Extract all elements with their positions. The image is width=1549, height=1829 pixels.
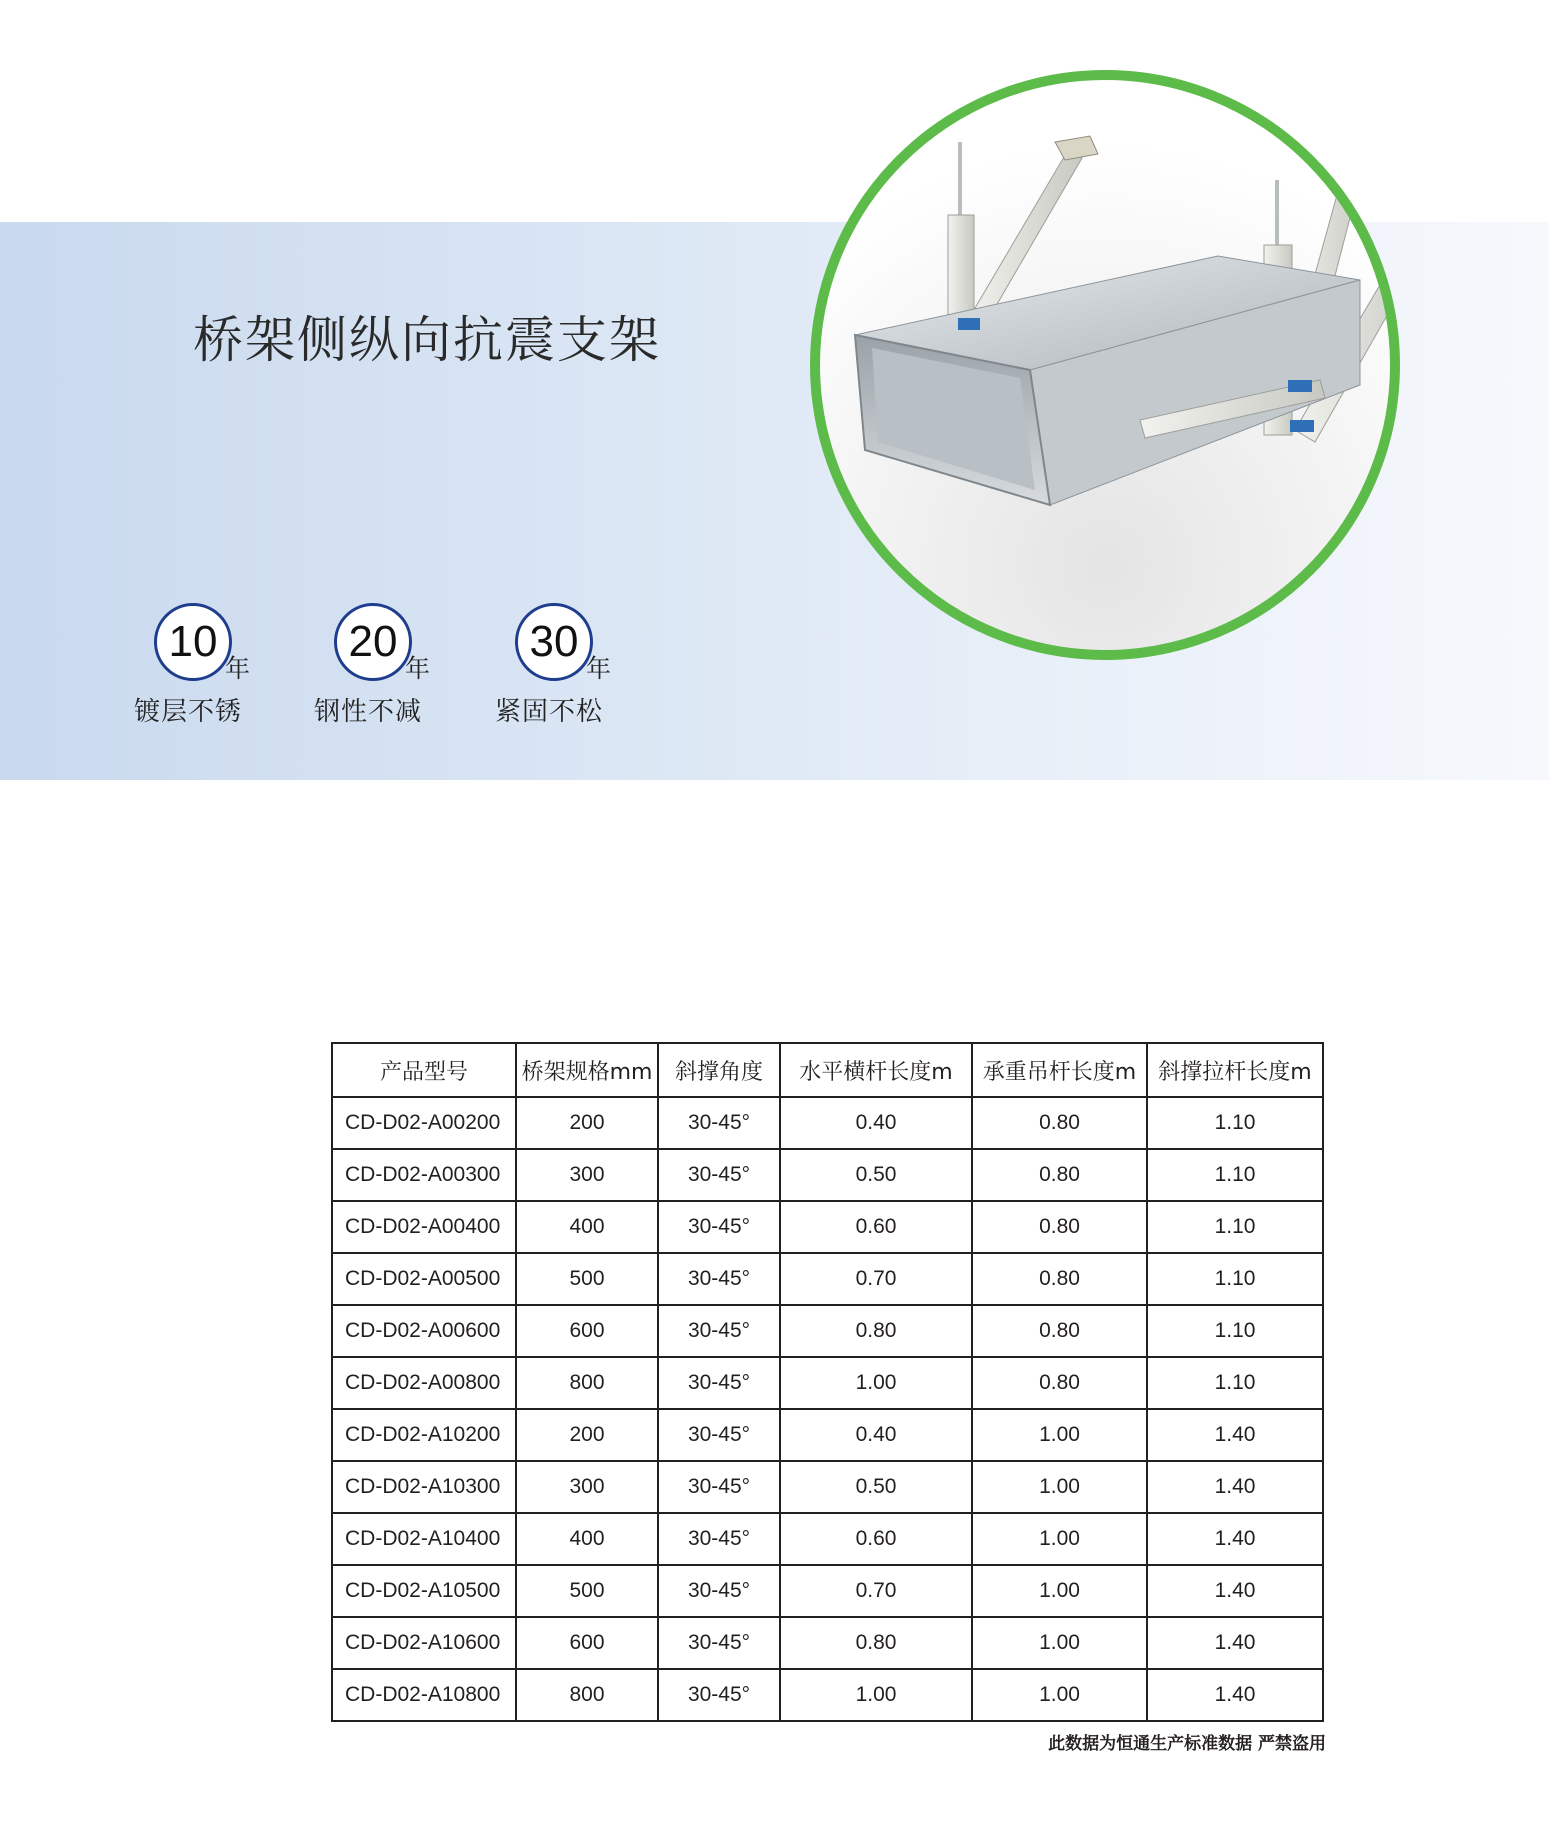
- table-header-row: [332, 1043, 1323, 1097]
- table-cell: 0.70: [780, 1565, 972, 1617]
- badge-caption: 钢性不减: [314, 697, 423, 727]
- table-row: [332, 1669, 1323, 1721]
- table-cell: 30-45°: [658, 1461, 780, 1513]
- badge-caption: 镀层不锈: [134, 697, 243, 727]
- table-cell: 1.10: [1147, 1357, 1323, 1409]
- table-cell: 300: [516, 1461, 658, 1513]
- table-cell: 500: [516, 1565, 658, 1617]
- table-cell: 1.40: [1147, 1409, 1323, 1461]
- badge-number: 20: [334, 603, 412, 681]
- table-cell: 1.10: [1147, 1201, 1323, 1253]
- model-cell: CD-D02-A10300: [332, 1461, 516, 1513]
- table-cell: 0.70: [780, 1253, 972, 1305]
- badge-fastening: [495, 603, 625, 733]
- table-cell: 30-45°: [658, 1409, 780, 1461]
- header-cell: 产品型号: [332, 1043, 516, 1097]
- model-cell: CD-D02-A10800: [332, 1669, 516, 1721]
- model-cell: CD-D02-A00200: [332, 1097, 516, 1149]
- badge-unit: 年: [586, 654, 612, 683]
- model-cell: CD-D02-A10600: [332, 1617, 516, 1669]
- table-body: [332, 1097, 1323, 1721]
- badge-rigidity: [314, 603, 444, 733]
- header-cell: 斜撑拉杆长度m: [1147, 1043, 1323, 1097]
- badge-unit: 年: [405, 654, 431, 683]
- table-row: [332, 1461, 1323, 1513]
- table-cell: 600: [516, 1617, 658, 1669]
- table-cell: 30-45°: [658, 1513, 780, 1565]
- product-photo: [810, 70, 1400, 660]
- table-cell: 0.60: [780, 1201, 972, 1253]
- table-cell: 30-45°: [658, 1149, 780, 1201]
- table-row: [332, 1097, 1323, 1149]
- table-cell: 0.80: [972, 1357, 1147, 1409]
- table-cell: 0.80: [972, 1201, 1147, 1253]
- table-cell: 0.50: [780, 1149, 972, 1201]
- badge-number: 10: [154, 603, 232, 681]
- table-cell: 0.50: [780, 1461, 972, 1513]
- table-cell: 800: [516, 1669, 658, 1721]
- table-cell: 30-45°: [658, 1201, 780, 1253]
- header-cell: 斜撑角度: [658, 1043, 780, 1097]
- model-cell: CD-D02-A00300: [332, 1149, 516, 1201]
- table-cell: 1.00: [972, 1617, 1147, 1669]
- page-title: 桥架侧纵向抗震支架: [193, 311, 661, 369]
- header-cell: 桥架规格mm: [516, 1043, 658, 1097]
- table-cell: 400: [516, 1201, 658, 1253]
- badge-coating: [134, 603, 264, 733]
- table-row: [332, 1513, 1323, 1565]
- table-cell: 30-45°: [658, 1617, 780, 1669]
- table-cell: 300: [516, 1149, 658, 1201]
- table-cell: 0.40: [780, 1409, 972, 1461]
- cable-tray-illustration: [820, 80, 1390, 650]
- table-cell: 500: [516, 1253, 658, 1305]
- table-cell: 1.40: [1147, 1669, 1323, 1721]
- table-cell: 1.40: [1147, 1617, 1323, 1669]
- table-cell: 1.40: [1147, 1513, 1323, 1565]
- badge-caption: 紧固不松: [495, 697, 604, 727]
- table-cell: 400: [516, 1513, 658, 1565]
- table-cell: 1.10: [1147, 1097, 1323, 1149]
- table-cell: 1.40: [1147, 1461, 1323, 1513]
- table-cell: 0.80: [972, 1097, 1147, 1149]
- badge-unit: 年: [225, 654, 251, 683]
- table-row: [332, 1305, 1323, 1357]
- table-cell: 1.10: [1147, 1253, 1323, 1305]
- table-cell: 200: [516, 1409, 658, 1461]
- model-cell: CD-D02-A00400: [332, 1201, 516, 1253]
- header-cell: 承重吊杆长度m: [972, 1043, 1147, 1097]
- badge-number: 30: [515, 603, 593, 681]
- header-cell: 水平横杆长度m: [780, 1043, 972, 1097]
- table-cell: 1.00: [972, 1669, 1147, 1721]
- table-cell: 30-45°: [658, 1305, 780, 1357]
- table-cell: 1.00: [972, 1565, 1147, 1617]
- model-cell: CD-D02-A00500: [332, 1253, 516, 1305]
- table-cell: 1.00: [780, 1357, 972, 1409]
- table-cell: 0.80: [972, 1253, 1147, 1305]
- table-cell: 1.40: [1147, 1565, 1323, 1617]
- table-cell: 600: [516, 1305, 658, 1357]
- table-row: [332, 1149, 1323, 1201]
- table-cell: 1.00: [780, 1669, 972, 1721]
- table-cell: 0.80: [972, 1149, 1147, 1201]
- table-row: [332, 1565, 1323, 1617]
- table-cell: 30-45°: [658, 1565, 780, 1617]
- table-cell: 30-45°: [658, 1253, 780, 1305]
- table-cell: 1.00: [972, 1461, 1147, 1513]
- table-cell: 30-45°: [658, 1669, 780, 1721]
- model-cell: CD-D02-A10400: [332, 1513, 516, 1565]
- table-cell: 1.10: [1147, 1149, 1323, 1201]
- table-row: [332, 1201, 1323, 1253]
- table-cell: 0.80: [780, 1617, 972, 1669]
- table-row: [332, 1357, 1323, 1409]
- copyright-note: 此数据为恒通生产标准数据 严禁盗用: [1048, 1734, 1326, 1754]
- table-row: [332, 1409, 1323, 1461]
- table-cell: 1.00: [972, 1409, 1147, 1461]
- table-cell: 0.80: [780, 1305, 972, 1357]
- model-cell: CD-D02-A00800: [332, 1357, 516, 1409]
- table-cell: 1.00: [972, 1513, 1147, 1565]
- table-cell: 800: [516, 1357, 658, 1409]
- table-cell: 0.80: [972, 1305, 1147, 1357]
- table-cell: 200: [516, 1097, 658, 1149]
- model-cell: CD-D02-A10200: [332, 1409, 516, 1461]
- table-cell: 30-45°: [658, 1097, 780, 1149]
- model-cell: CD-D02-A10500: [332, 1565, 516, 1617]
- table-cell: 0.60: [780, 1513, 972, 1565]
- table-row: [332, 1253, 1323, 1305]
- table-row: [332, 1617, 1323, 1669]
- table-cell: 0.40: [780, 1097, 972, 1149]
- spec-table: [331, 1042, 1324, 1722]
- model-cell: CD-D02-A00600: [332, 1305, 516, 1357]
- table-cell: 1.10: [1147, 1305, 1323, 1357]
- table-cell: 30-45°: [658, 1357, 780, 1409]
